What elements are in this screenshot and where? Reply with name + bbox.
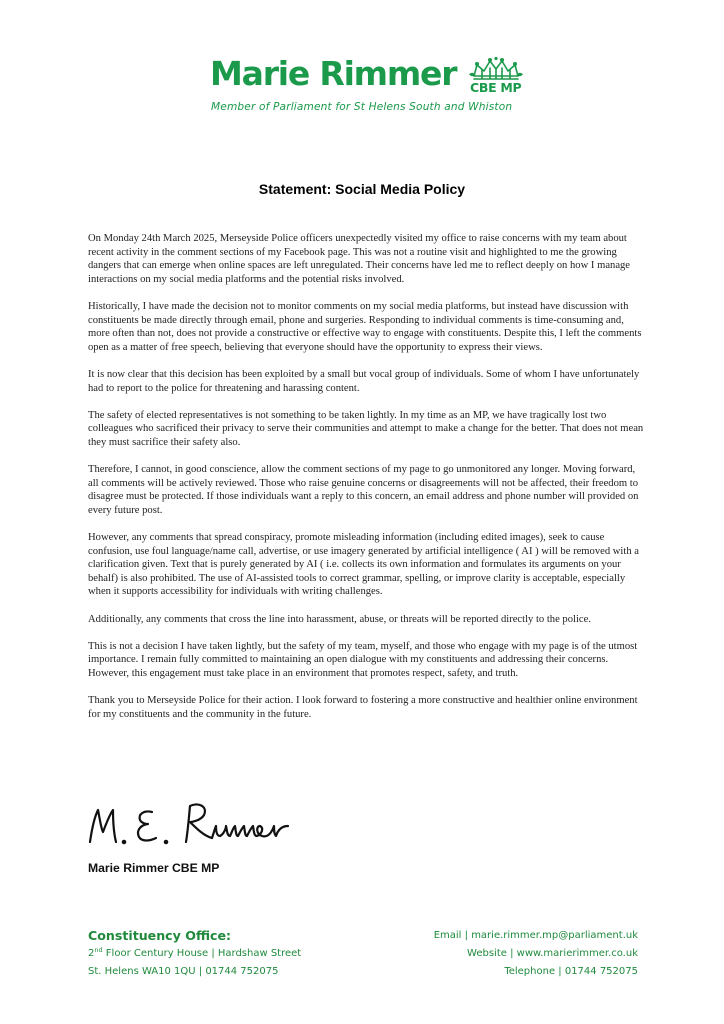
contact-website: Website | www.marierimmer.co.uk (467, 948, 638, 959)
body-paragraph: Historically, I have made the decision not to monitor comments on my social media platforms, but instead have discussion with constituents be made directly through email, phone and surgeries. Responding to individual comments is time-consuming and, more often than not, does not provide a constructive or effective way to engage with constituents. Despite this, I left the comments open as a matter of free speech, believing that everyone should have the opportunity to express their views. (88, 300, 642, 353)
letterhead-logo (210, 54, 530, 120)
contact-email: Email | marie.rimmer.mp@parliament.uk (433, 930, 638, 941)
body-paragraph: Additionally, any comments that cross the line into harassment, abuse, or threats will be reported directly to the police. (88, 613, 591, 625)
body-paragraph: On Monday 24th March 2025, Merseyside Police officers unexpectedly visited my office to raise concerns with my team about recent activity in the comment sections of my Facebook page. This was not a routine visit and highlighted to me the growing dangers that can emerge when online spaces are left unregulated. Their concerns have led me to reflect deeply on how I manage interactions on my social media platforms and the potential risks involved. (88, 233, 631, 285)
contact-telephone: Telephone | 01744 752075 (504, 966, 638, 977)
body-paragraph: However, any comments that spread conspiracy, promote misleading information (including edited images), seek to cause confusion, use foul language/name call, advertise, or use imagery generated by artificial intelligence ( AI ) will be removed with a clarification given. Text that is purely generated by AI ( i.e. collects its own information and formulates its arguments on your behalf) is also prohibited. The use of AI-assisted tools to correct grammar, spelling, or improve clarity is acceptable, especially when it supports accessibility for individuals with writing challenges. (88, 532, 639, 598)
body-paragraph: It is now clear that this decision has been exploited by a small but vocal group of individuals. Some of whom I have unfortunately had to report to the police for threatening and harassing content. (88, 368, 640, 394)
address-floor-number: 2 (88, 948, 95, 959)
body-paragraph: Therefore, I cannot, in good conscience, allow the comment sections of my page to go unmonitored any longer. Moving forward, all comments will be actively reviewed. Those who raise genuine concerns or disagreements will not be affected, their freedom to disagree must be protected. If those individuals want a reply to this concern, an email address and phone number will provided on every future post. (88, 464, 639, 516)
address-line1-rest: Floor Century House | Hardshaw Street (102, 948, 302, 959)
footer-contact (318, 927, 638, 981)
office-heading: Constituency Office: (88, 928, 232, 943)
signatory-name: Marie Rimmer CBE MP (88, 861, 220, 875)
logo-tagline: Member of Parliament for St Helens South and Whiston (211, 101, 513, 113)
logo-name: Marie Rimmer (210, 54, 457, 93)
body-paragraph: Thank you to Merseyside Police for their action. I look forward to fostering a more constructive and healthier online environment for my constituents and the community in the future. (88, 695, 638, 720)
body-paragraph: The safety of elected representatives is not something to be taken lightly. In my time as an MP, we have tragically lost two colleagues who sacrificed their privacy to serve their communities and attempt to make a change for the better. That does not mean they must sacrifice their safety also. (88, 409, 644, 448)
address-floor-suffix: nd (94, 946, 103, 954)
body-paragraph: This is not a decision I have taken lightly, but the safety of my team, myself, and those who engage with my page is of the utmost importance. I remain fully committed to maintaining an open dialogue with my constituents and addressing their concerns. However, this engagement must take place in an environment that promotes respect, safety, and truth. (88, 640, 638, 679)
handwritten-signature (86, 798, 300, 850)
office-address-line2: St. Helens WA10 1QU | 01744 752075 (88, 966, 279, 977)
logo-postnominal: CBE MP (470, 80, 522, 95)
statement-body (88, 232, 648, 735)
crown-portcullis-crest-icon (468, 56, 524, 82)
statement-title: Statement: Social Media Policy (258, 181, 466, 197)
